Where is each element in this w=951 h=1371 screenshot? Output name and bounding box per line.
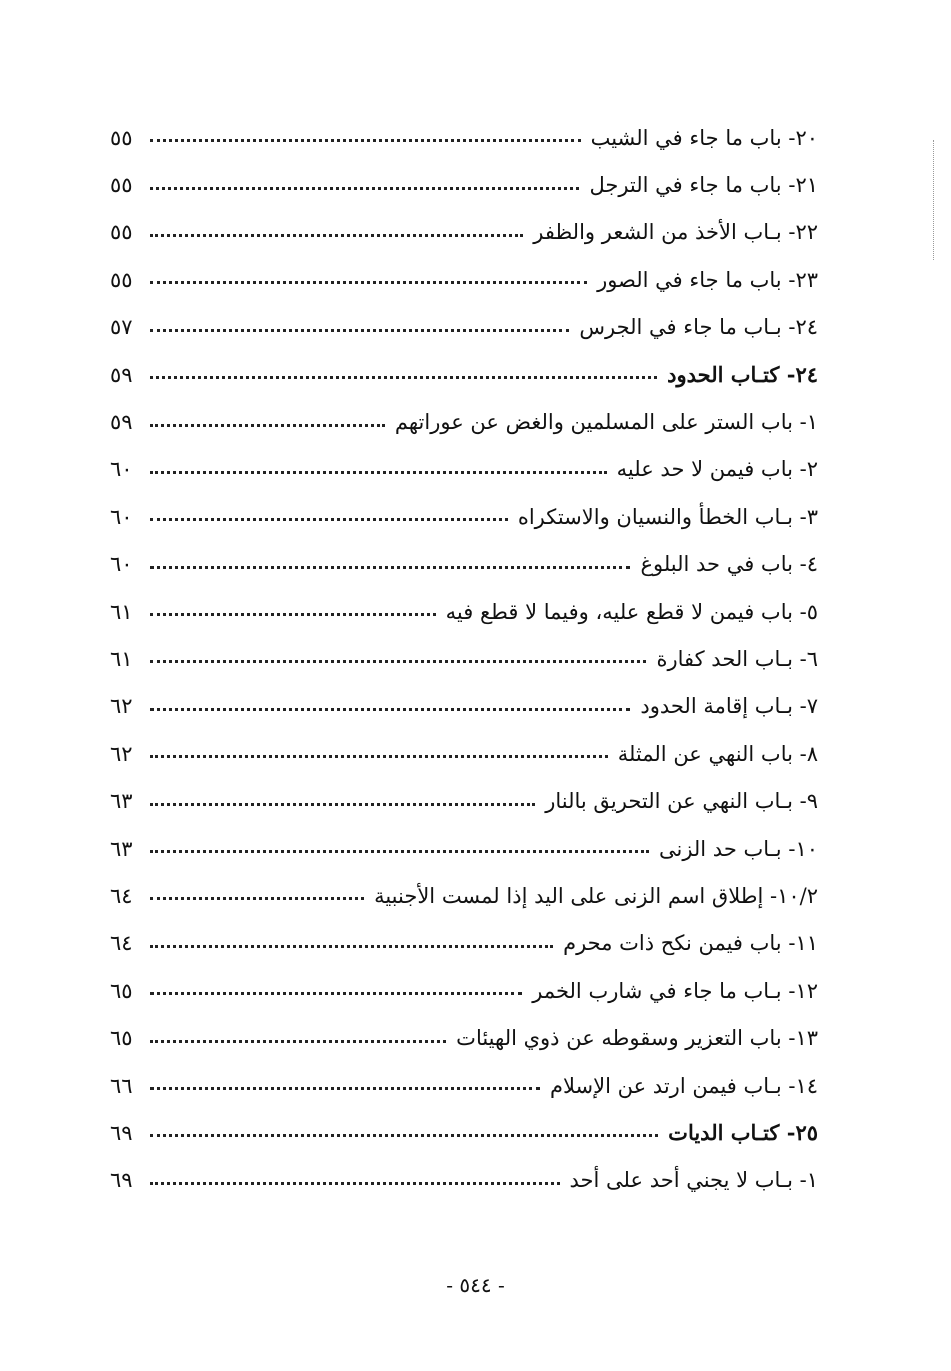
toc-page-number: ٥٩ <box>110 362 133 387</box>
toc-entry-title: ٣- بـاب الخطأ والنسيان والاستكراه <box>517 504 818 529</box>
toc-page-number: ٦٠ <box>110 457 133 482</box>
toc-entry <box>110 114 818 161</box>
dot-leader <box>150 850 649 853</box>
toc-entry-title: ٥- باب فيمن لا قطع عليه، وفيما لا قطع فيه <box>445 599 818 624</box>
dot-leader <box>150 329 569 332</box>
toc-entry <box>110 683 818 730</box>
dot-leader <box>150 471 607 474</box>
page-number: - ٥٤٤ - <box>446 1273 505 1297</box>
toc-entry-title: ١- باب الستر على المسلمين والغض عن عوراتهم <box>394 410 818 435</box>
toc-entry <box>110 493 818 540</box>
toc-page-number: ٥٥ <box>110 173 133 198</box>
toc-entry <box>110 872 818 919</box>
toc-entry-title: ٧- بـاب إقامة الحدود <box>640 694 818 719</box>
dot-leader <box>150 1134 658 1137</box>
toc-page-number: ٦٩ <box>110 1120 133 1145</box>
dot-leader <box>150 518 508 521</box>
toc-entry-title: ١٤- بـاب فيمن ارتد عن الإسلام <box>550 1073 818 1098</box>
dot-leader <box>150 234 523 237</box>
toc-entry <box>110 730 818 777</box>
toc-entry <box>110 777 818 824</box>
toc-entry-title: ٢١- باب ما جاء في الترجل <box>589 173 818 198</box>
table-of-contents <box>110 114 818 1204</box>
toc-section-heading <box>110 1109 818 1156</box>
toc-page-number: ٦٣ <box>110 789 133 814</box>
dot-leader <box>150 803 535 806</box>
toc-entry-title: ٤- باب في حد البلوغ <box>640 552 818 577</box>
toc-entry <box>110 967 818 1014</box>
toc-page-number: ٦١ <box>110 646 133 671</box>
dot-leader <box>150 708 630 711</box>
toc-page-number: ٦٣ <box>110 836 133 861</box>
toc-page-number: ٦٢ <box>110 694 133 719</box>
toc-page-number: ٥٥ <box>110 267 133 292</box>
toc-entry <box>110 1157 818 1204</box>
dot-leader <box>150 1040 446 1043</box>
dot-leader <box>150 1182 560 1185</box>
dot-leader <box>150 566 630 569</box>
toc-page-number: ٦٦ <box>110 1073 133 1098</box>
dot-leader <box>150 1087 540 1090</box>
toc-page-number: ٦٠ <box>110 504 133 529</box>
toc-section-heading <box>110 351 818 398</box>
dot-leader <box>150 376 657 379</box>
toc-entry-title: ١٢- بـاب ما جاء في شارب الخمر <box>532 978 818 1003</box>
toc-page-number: ٥٧ <box>110 315 133 340</box>
toc-entry <box>110 920 818 967</box>
toc-entry <box>110 1014 818 1061</box>
dot-leader <box>150 992 522 995</box>
scan-edge-mark <box>933 140 935 260</box>
toc-entry <box>110 446 818 493</box>
toc-page-number: ٦٢ <box>110 741 133 766</box>
toc-page-number: ٦٤ <box>110 931 133 956</box>
toc-page-number: ٦٠ <box>110 552 133 577</box>
toc-page-number: ٦٤ <box>110 883 133 908</box>
toc-entry-title: ٢٠- باب ما جاء في الشيب <box>590 125 818 150</box>
dot-leader <box>150 945 553 948</box>
toc-page-number: ٦٥ <box>110 1026 133 1051</box>
toc-entry <box>110 635 818 682</box>
dot-leader <box>150 187 579 190</box>
toc-entry <box>110 1062 818 1109</box>
toc-entry-title: ٢٤- بـاب ما جاء في الجرس <box>579 315 818 340</box>
toc-entry-title: ١١- باب فيمن نكح ذات محرم <box>563 931 818 956</box>
toc-entry-title: ٦- بـاب الحد كفارة <box>656 646 818 671</box>
toc-entry-title: ٢٢- بـاب الأخذ من الشعر والظفر <box>533 220 818 245</box>
toc-entry-title: ٢- باب فيمن لا حد عليه <box>616 457 818 482</box>
toc-entry <box>110 304 818 351</box>
dot-leader <box>150 281 587 284</box>
toc-entry-title: ١- بـاب لا يجني أحد على أحد <box>569 1168 818 1193</box>
toc-entry <box>110 541 818 588</box>
toc-entry <box>110 398 818 445</box>
dot-leader <box>150 660 646 663</box>
toc-entry <box>110 256 818 303</box>
toc-entry <box>110 588 818 635</box>
toc-entry-title: ٩- بـاب النهي عن التحريق بالنار <box>545 789 818 814</box>
toc-entry-title: ١٠- بـاب حد الزنى <box>658 836 818 861</box>
toc-entry-title: ١٣- باب التعزير وسقوطه عن ذوي الهيئات <box>456 1026 818 1051</box>
toc-page-number: ٥٥ <box>110 220 133 245</box>
dot-leader <box>150 897 364 900</box>
dot-leader <box>150 613 436 616</box>
dot-leader <box>150 755 608 758</box>
toc-page-number: ٦١ <box>110 599 133 624</box>
toc-entry <box>110 209 818 256</box>
dot-leader <box>150 424 385 427</box>
toc-entry <box>110 161 818 208</box>
toc-entry <box>110 825 818 872</box>
toc-page-number: ٦٥ <box>110 978 133 1003</box>
toc-page-number: ٥٩ <box>110 410 133 435</box>
toc-entry-title: ٢٣- باب ما جاء في الصور <box>597 267 818 292</box>
toc-entry-title: ١٠/٢- إطلاق اسم الزنى على اليد إذا لمست الأجنبية <box>374 883 818 908</box>
toc-entry-title: ٨- باب النهي عن المثلة <box>617 741 818 766</box>
toc-page-number: ٥٥ <box>110 125 133 150</box>
toc-page-number: ٦٩ <box>110 1168 133 1193</box>
toc-entry-title: ٢٥- كتـاب الديات <box>668 1120 818 1146</box>
toc-entry-title: ٢٤- كتـاب الحدود <box>667 362 818 388</box>
dot-leader <box>150 139 581 142</box>
